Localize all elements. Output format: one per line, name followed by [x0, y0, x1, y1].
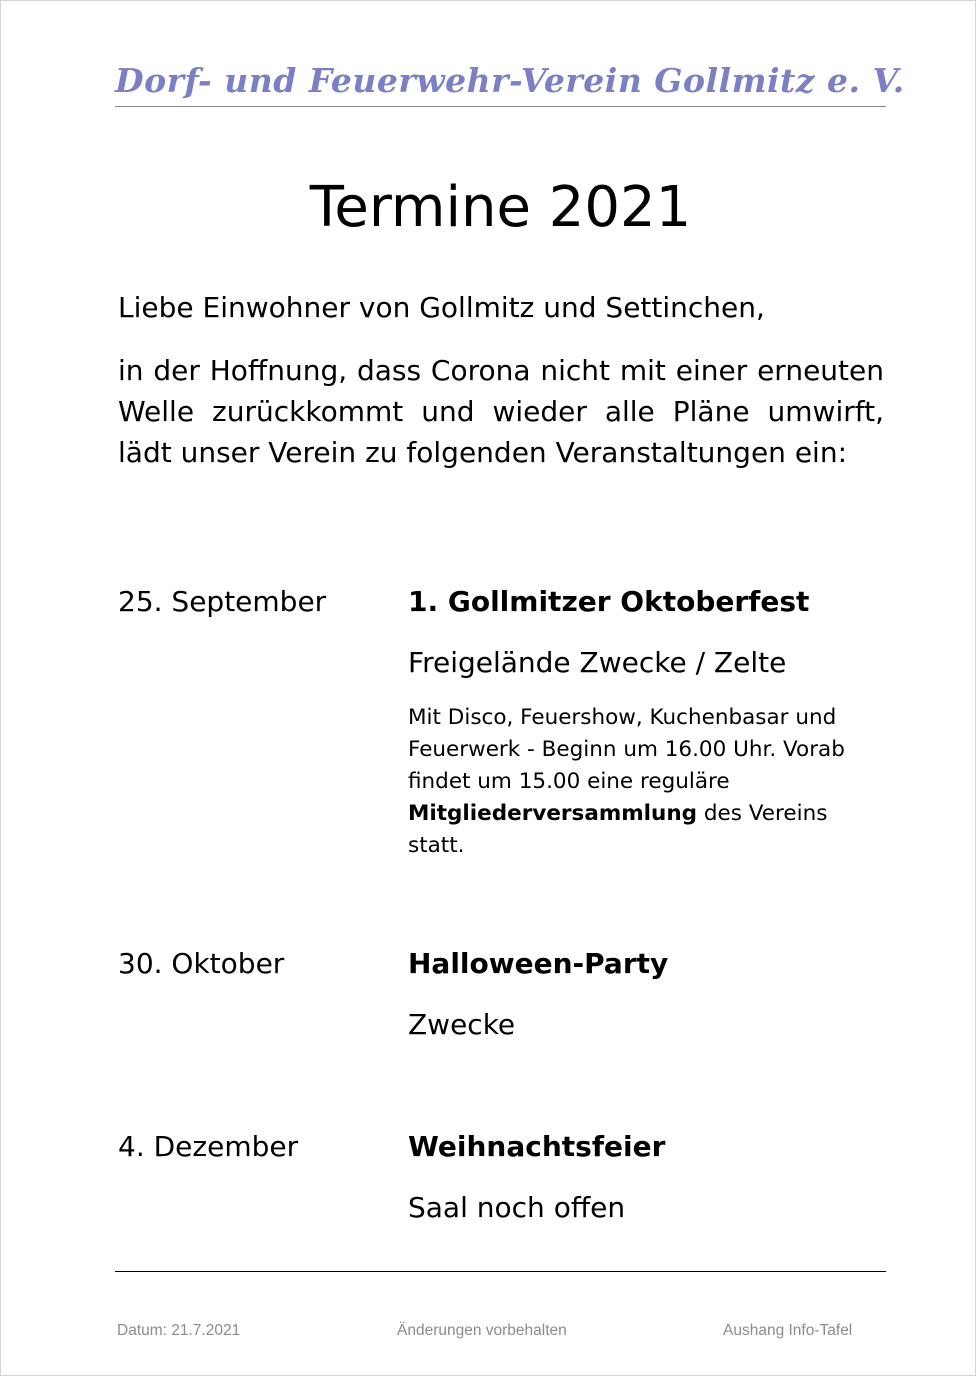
event-date-3: 4. Dezember [118, 1130, 299, 1163]
event-description-bold: Mitgliederversammlung [408, 801, 698, 826]
footer-date: Datum: 21.7.2021 [117, 1322, 241, 1339]
footer-divider [115, 1271, 886, 1272]
event-title-1: 1. Gollmitzer Oktoberfest [408, 585, 810, 618]
event-date-1: 25. September [118, 585, 327, 618]
intro-paragraph: in der Hoffnung, dass Corona nicht mit einer erneuten Welle zurückkommt und wieder alle Pläne umwirft, lädt unser Verein zu folgenden Veranstaltungen ein: [118, 354, 884, 469]
event-date-2: 30. Oktober [118, 947, 285, 980]
event-location-1: Freigelände Zwecke / Zelte [408, 646, 787, 679]
page-title: Termine 2021 [309, 175, 692, 240]
event-description-1 [408, 702, 878, 862]
event-location-3: Saal noch offen [408, 1191, 626, 1224]
footer-notice: Änderungen vorbehalten [397, 1322, 567, 1339]
event-title-3: Weihnachtsfeier [408, 1130, 666, 1163]
event-location-2: Zwecke [408, 1008, 516, 1041]
club-name: Dorf- und Feuerwehr-Verein Gollmitz e. V. [115, 61, 905, 100]
greeting: Liebe Einwohner von Gollmitz und Settinchen, [118, 291, 765, 324]
event-description-text-end: des Vereins statt. [408, 801, 828, 858]
event-title-2: Halloween-Party [408, 947, 669, 980]
footer-posting: Aushang Info-Tafel [723, 1322, 853, 1339]
event-description-text: Mit Disco, Feuershow, Kuchenbasar und Feuerwerk - Beginn um 16.00 Uhr. Vorab findet um 15.00 eine reguläre [408, 705, 845, 794]
letterhead [115, 56, 905, 107]
